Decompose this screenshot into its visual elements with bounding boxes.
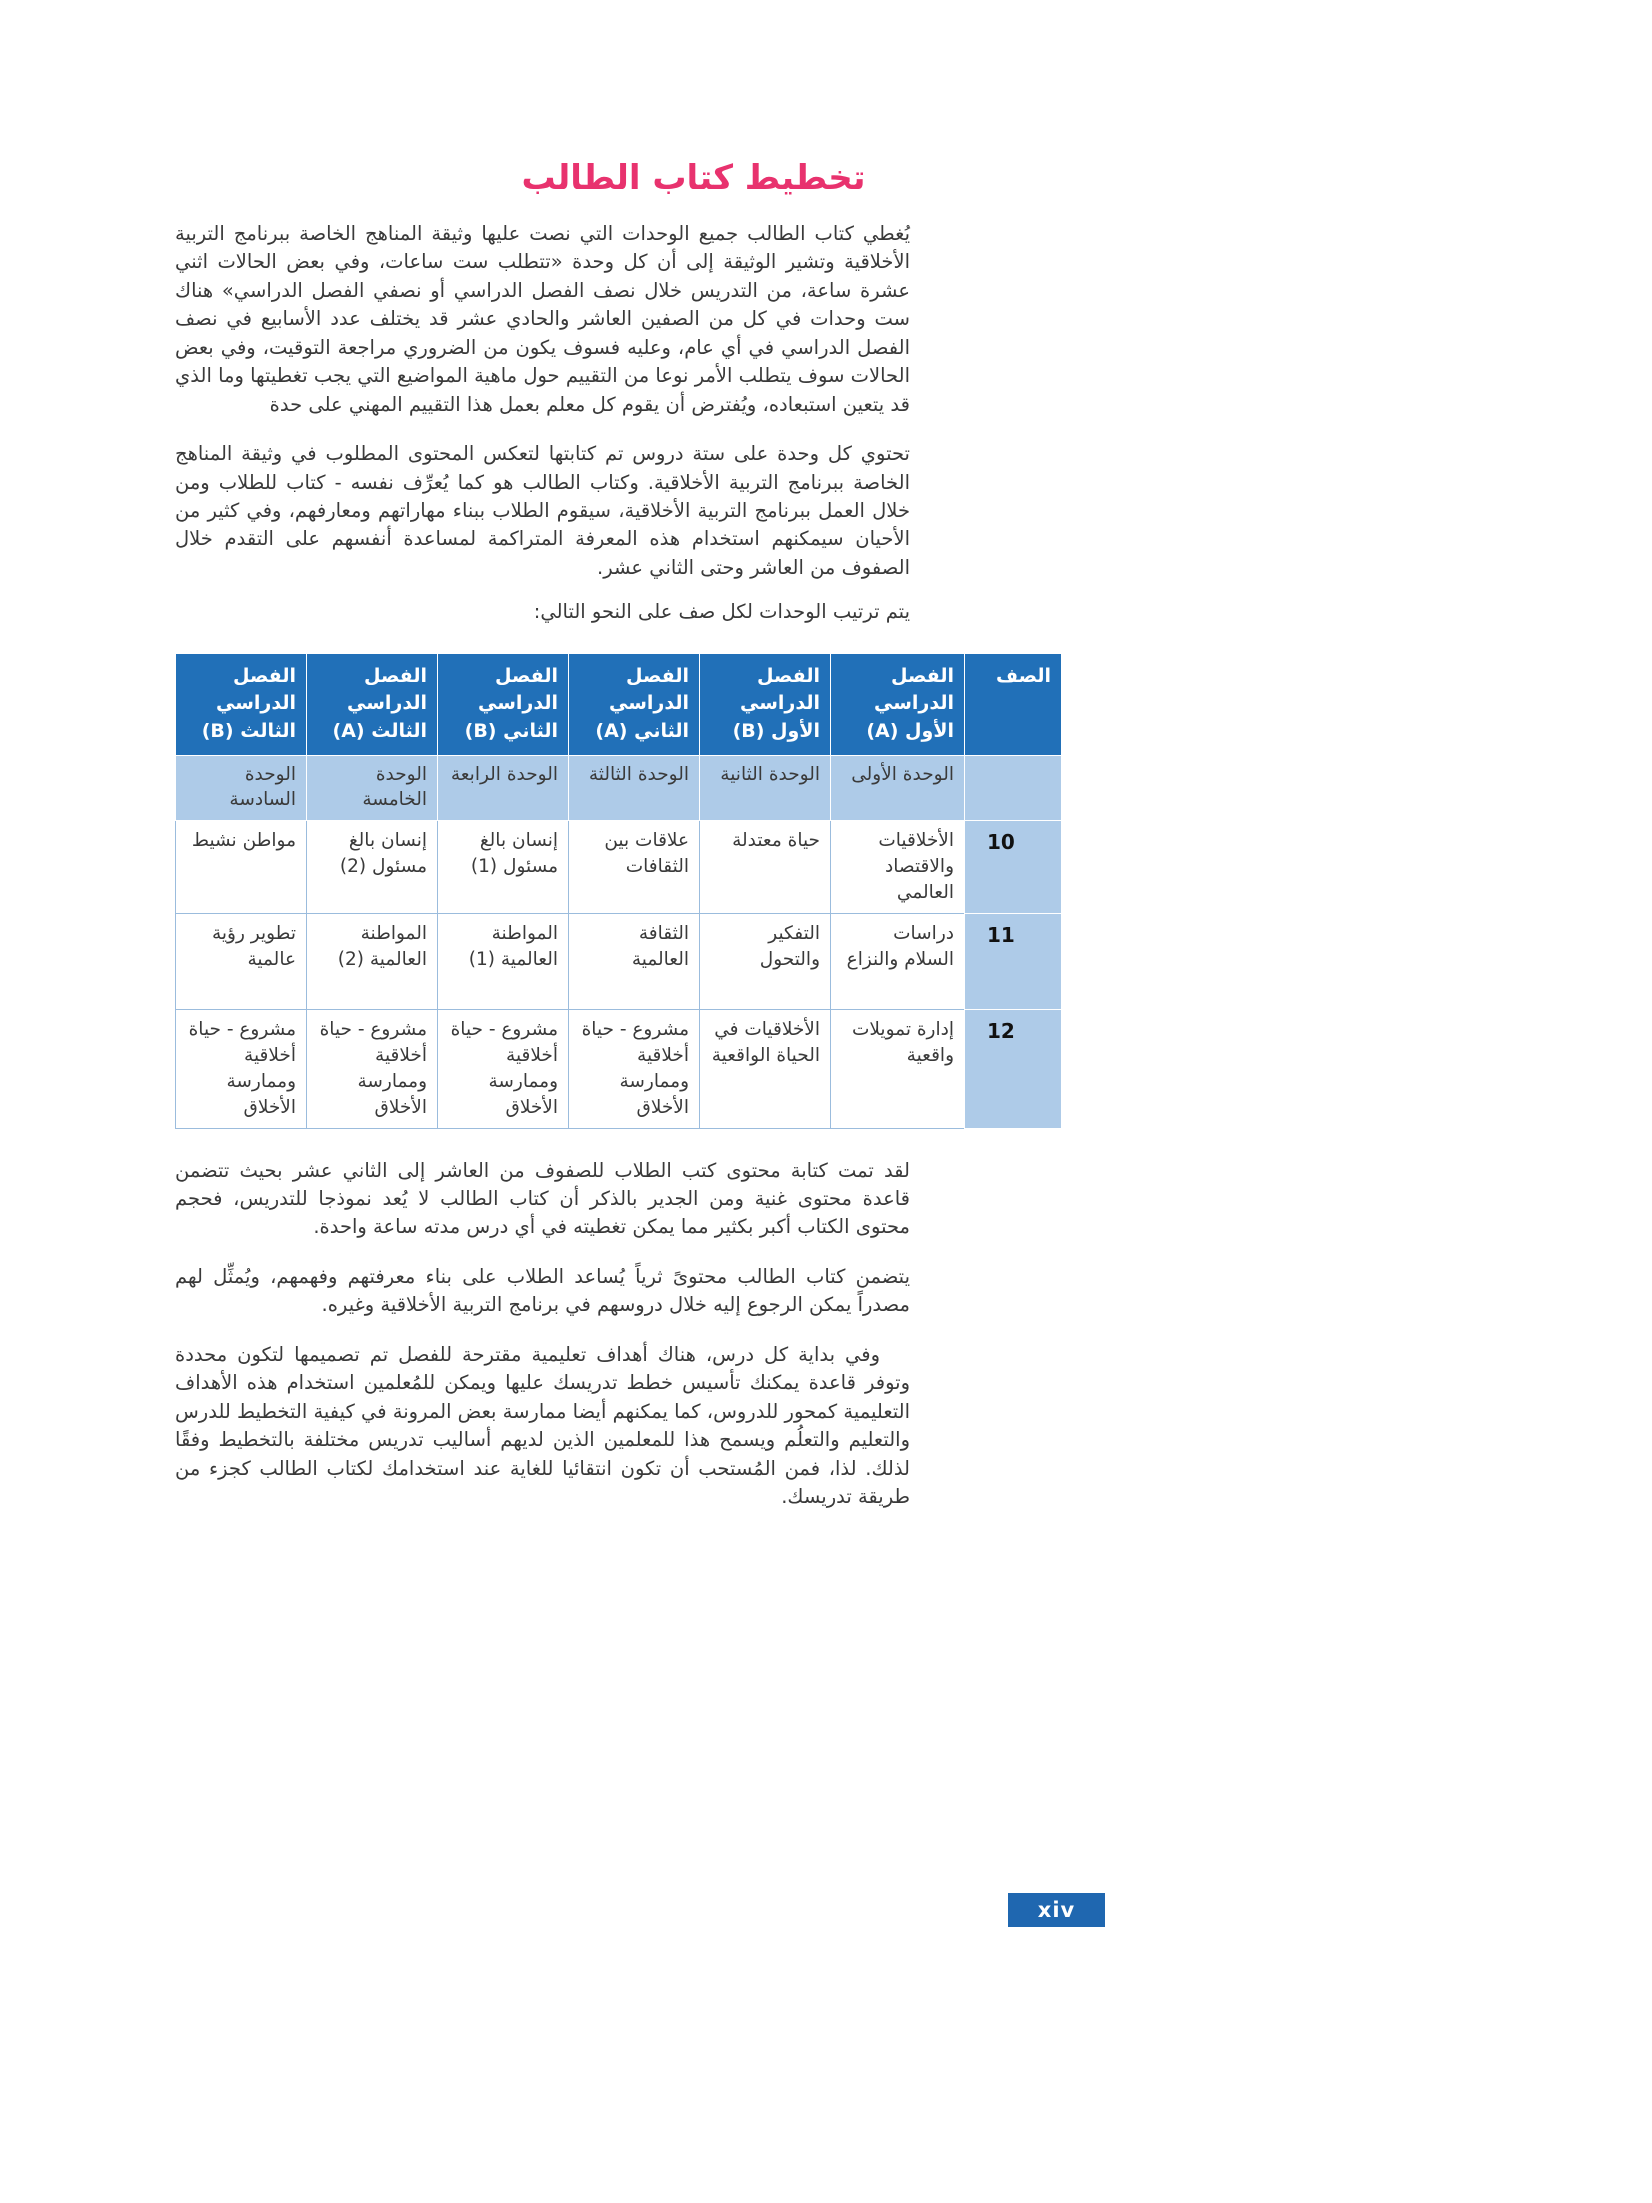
- grade-10-row: [176, 821, 1062, 914]
- semester-header-line2: الأول (B): [732, 719, 820, 742]
- semester-header-line2: الأول (A): [866, 719, 954, 742]
- closing-paragraphs: [175, 1157, 1062, 1512]
- page-number-bar: [1008, 1893, 1105, 1927]
- unit-title-cell: مشروع - حياة أخلاقية وممارسة الأخلاق: [569, 1009, 700, 1128]
- semester-header-line1: الفصل الدراسي: [609, 664, 689, 715]
- grade-column-header: الصف: [965, 653, 1062, 755]
- table-intro-line: يتم ترتيب الوحدات لكل صف على النحو التالي:: [533, 600, 910, 624]
- closing-paragraph-1: لقد تمت كتابة محتوى كتب الطلاب للصفوف من العاشر إلى الثاني عشر بحيث تتضمن قاعدة محتوى غنية ومن الجدير بالذكر أن كتاب الطالب لا يُعد نموذجا للتدريس، فحجم محتوى الكتاب أكبر بكثير مما يمكن تغطيته في أي درس مدته ساعة واحدة.: [175, 1158, 910, 1239]
- units-table: [175, 653, 1062, 1129]
- grade-12-row: [176, 1009, 1062, 1128]
- unit-label-cell: الوحدة الخامسة: [307, 755, 438, 821]
- semester-header-line2: الثاني (A): [595, 719, 689, 742]
- table-header-row: [176, 653, 1062, 755]
- semester-1a-header: [831, 653, 965, 755]
- grade-number-cell: 10: [965, 821, 1062, 914]
- unit-label-cell: الوحدة السادسة: [176, 755, 307, 821]
- unit-title-cell: الثقافة العالمية: [569, 913, 700, 1009]
- unit-title-cell: الأخلاقيات في الحياة الواقعية: [700, 1009, 831, 1128]
- unit-title-cell: دراسات السلام والنزاع: [831, 913, 965, 1009]
- semester-header-line1: الفصل الدراسي: [216, 664, 296, 715]
- grade-blank-cell: [965, 755, 1062, 821]
- unit-label-cell: الوحدة الثانية: [700, 755, 831, 821]
- unit-title-cell: علاقات بين الثقافات: [569, 821, 700, 914]
- unit-title-cell: الأخلاقيات والاقتصاد العالمي: [831, 821, 965, 914]
- intro-paragraph-1: يُغطي كتاب الطالب جميع الوحدات التي نصت عليها وثيقة المناهج الخاصة ببرنامج التربية الأخلاقية وتشير الوثيقة إلى أن كل وحدة «تتطلب ست ساعات، وفي بعض الحالات اثني عشرة ساعة، من التدريس خلال نصف الفصل الدراسي أو نصفي الفصل الدراسي» هناك ست وحدات في كل من الصفين العاشر والحادي عشر قد يختلف عدد الأسابيع في نصف الفصل الدراسي في أي عام، وعليه فسوف يكون من الضروري مراجعة التوقيت، وفي بعض الحالات سوف يتطلب الأمر نوعا من التقييم حول ماهية المواضيع التي يجب تغطيتها وما الذي قد يتعين استبعاده، ويُفترض أن يقوم كل معلم بعمل هذا التقييم المهني على حدة: [175, 221, 910, 416]
- unit-label-cell: الوحدة الأولى: [831, 755, 965, 821]
- semester-header-line2: الثاني (B): [464, 719, 558, 742]
- semester-3b-header: [176, 653, 307, 755]
- semester-header-line1: الفصل الدراسي: [347, 664, 427, 715]
- unit-title-cell: إدارة تمويلات واقعية: [831, 1009, 965, 1128]
- semester-header-line2: الثالث (A): [332, 719, 427, 742]
- unit-title-cell: مشروع - حياة أخلاقية وممارسة الأخلاق: [176, 1009, 307, 1128]
- semester-header-line1: الفصل الدراسي: [478, 664, 558, 715]
- unit-title-cell: مشروع - حياة أخلاقية وممارسة الأخلاق: [307, 1009, 438, 1128]
- unit-title-cell: مواطن نشيط: [176, 821, 307, 914]
- unit-label-cell: الوحدة الرابعة: [438, 755, 569, 821]
- closing-paragraph-2: يتضمن كتاب الطالب محتوىً ثرياً يُساعد الطلاب على بناء معرفتهم وفهمهم، ويُمثِّل لهم مصدراً يمكن الرجوع إليه خلال دروسهم في برنامج التربية الأخلاقية وغيره.: [175, 1264, 910, 1317]
- unit-label-cell: الوحدة الثالثة: [569, 755, 700, 821]
- semester-header-line1: الفصل الدراسي: [740, 664, 820, 715]
- page-content: [175, 0, 1062, 1512]
- unit-title-cell: إنسان بالغ مسئول (2): [307, 821, 438, 914]
- intro-paragraph-2: تحتوي كل وحدة على ستة دروس تم كتابتها لتعكس المحتوى المطلوب في وثيقة المناهج الخاصة ببرنامج التربية الأخلاقية. وكتاب الطالب هو كما يُعرِّف نفسه - كتاب للطلاب ومن خلال العمل ببرنامج التربية الأخلاقية، سيقوم الطلاب ببناء مهاراتهم ومعارفهم، وفي كثير من الأحيان سيمكنهم استخدام هذه المعرفة المتراكمة لمساعدة أنفسهم على التقدم خلال الصفوف من العاشر وحتى الثاني عشر.: [175, 442, 910, 579]
- closing-paragraph-3: وفي بداية كل درس، هناك أهداف تعليمية مقترحة للفصل تم تصميمها لتكون محددة وتوفر قاعدة يمكنك تأسيس خطط تدريسك عليها ويمكن للمُعلمين استخدام هذه الأهداف التعليمية كمحور للدروس، كما يمكنهم أيضا ممارسة بعض المرونة في كيفية التخطيط للدرس والتعليم والتعلُم ويسمح هذا للمعلمين الذين لديهم أساليب تدريس مختلفة بالتخطيط وفقًا لذلك. لذا، فمن المُستحب أن تكون انتقائيا للغاية عند استخدامك لكتاب الطالب كجزء من طريقة تدريسك.: [174, 1342, 910, 1509]
- page-title: تخطيط كتاب الطالب: [521, 158, 866, 198]
- unit-title-cell: التفكير والتحول: [700, 913, 831, 1009]
- unit-title-cell: المواطنة العالمية (2): [307, 913, 438, 1009]
- unit-title-cell: تطوير رؤية عالمية: [176, 913, 307, 1009]
- semester-2b-header: [438, 653, 569, 755]
- unit-title-cell: مشروع - حياة أخلاقية وممارسة الأخلاق: [438, 1009, 569, 1128]
- semester-1b-header: [700, 653, 831, 755]
- semester-3a-header: [307, 653, 438, 755]
- unit-title-cell: إنسان بالغ مسئول (1): [438, 821, 569, 914]
- page-number: xiv: [1037, 1898, 1076, 1922]
- unit-number-row: [176, 755, 1062, 821]
- unit-title-cell: المواطنة العالمية (1): [438, 913, 569, 1009]
- semester-2a-header: [569, 653, 700, 755]
- grade-number-cell: 11: [965, 913, 1062, 1009]
- grade-number-cell: 12: [965, 1009, 1062, 1128]
- semester-header-line2: الثالث (B): [201, 719, 296, 742]
- grade-11-row: [176, 913, 1062, 1009]
- semester-header-line1: الفصل الدراسي: [874, 664, 954, 715]
- unit-title-cell: حياة معتدلة: [700, 821, 831, 914]
